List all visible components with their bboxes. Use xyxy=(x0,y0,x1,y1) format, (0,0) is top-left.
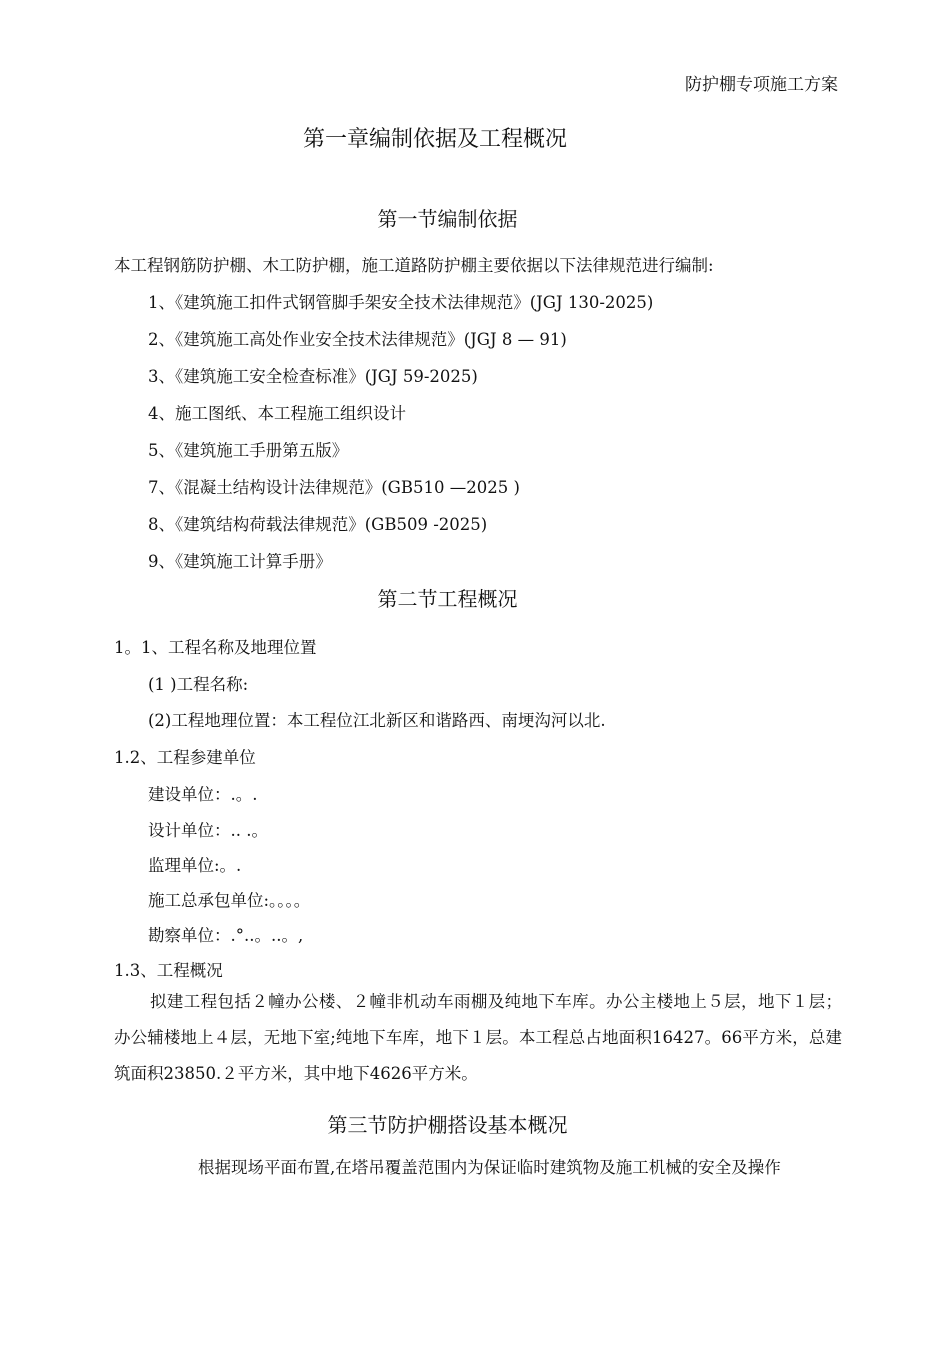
basis-item: 4、施工图纸、本工程施工组织设计 xyxy=(148,404,406,423)
section-2-title: 第二节工程概况 xyxy=(377,587,518,611)
section-1-intro: 本工程钢筋防护棚、木工防护棚，施工道路防护棚主要依据以下法律规范进行编制: xyxy=(114,256,714,275)
basis-item: 8、《建筑结构荷载法律规范》(GB509 -2025) xyxy=(148,515,488,534)
basis-item: 5、《建筑施工手册第五版》 xyxy=(148,441,349,460)
basis-item: 3、《建筑施工安全检查标准》(JGJ 59-2025) xyxy=(148,367,478,386)
basis-item: 9、《建筑施工计算手册》 xyxy=(148,552,332,571)
basis-item: 1、《建筑施工扣件式钢管脚手架安全技术法律规范》(JGJ 130-2025) xyxy=(148,293,654,312)
basis-item: 2、《建筑施工高处作业安全技术法律规范》(JGJ 8 — 91) xyxy=(148,330,567,349)
page-header: 防护棚专项施工方案 xyxy=(685,75,838,95)
subsection-1-3: 1.3、工程概况 xyxy=(114,961,223,980)
section-3-title: 第三节防护棚搭设基本概况 xyxy=(327,1113,568,1137)
unit-line: 施工总承包单位:。。。。 xyxy=(148,891,311,910)
project-overview: 拟建工程包括２幢办公楼、２幢非机动车雨棚及纯地下车库。办公主楼地上５层，地下１层；办公辅楼地上４层，无地下室;纯地下车库，地下１层。本工程总占地面积16427。66平方米，总建筑面积23850.２平方米，其中地下4626平方米。 xyxy=(114,992,842,1083)
unit-line: 监理单位:。. xyxy=(148,856,242,875)
subsection-1-2: 1.2、工程参建单位 xyxy=(114,748,256,767)
section-1-title: 第一节编制依据 xyxy=(377,207,518,231)
project-location: (2)工程地理位置：本工程位江北新区和谐路西、南埂沟河以北. xyxy=(148,711,606,730)
unit-line: 建设单位：.。. xyxy=(148,785,258,804)
unit-line: 勘察单位：.°..。..。, xyxy=(148,926,304,945)
basis-item: 7、《混凝土结构设计法律规范》(GB510 —2025 ) xyxy=(148,478,520,497)
subsection-1-1: 1。1、工程名称及地理位置 xyxy=(114,638,317,657)
chapter-title: 第一章编制依据及工程概况 xyxy=(302,127,567,152)
project-name: (1 )工程名称: xyxy=(148,675,249,694)
section-3-paragraph: 根据现场平面布置,在塔吊覆盖范围内为保证临时建筑物及施工机械的安全及操作 xyxy=(198,1158,781,1177)
unit-line: 设计单位：.. .。 xyxy=(148,821,268,840)
